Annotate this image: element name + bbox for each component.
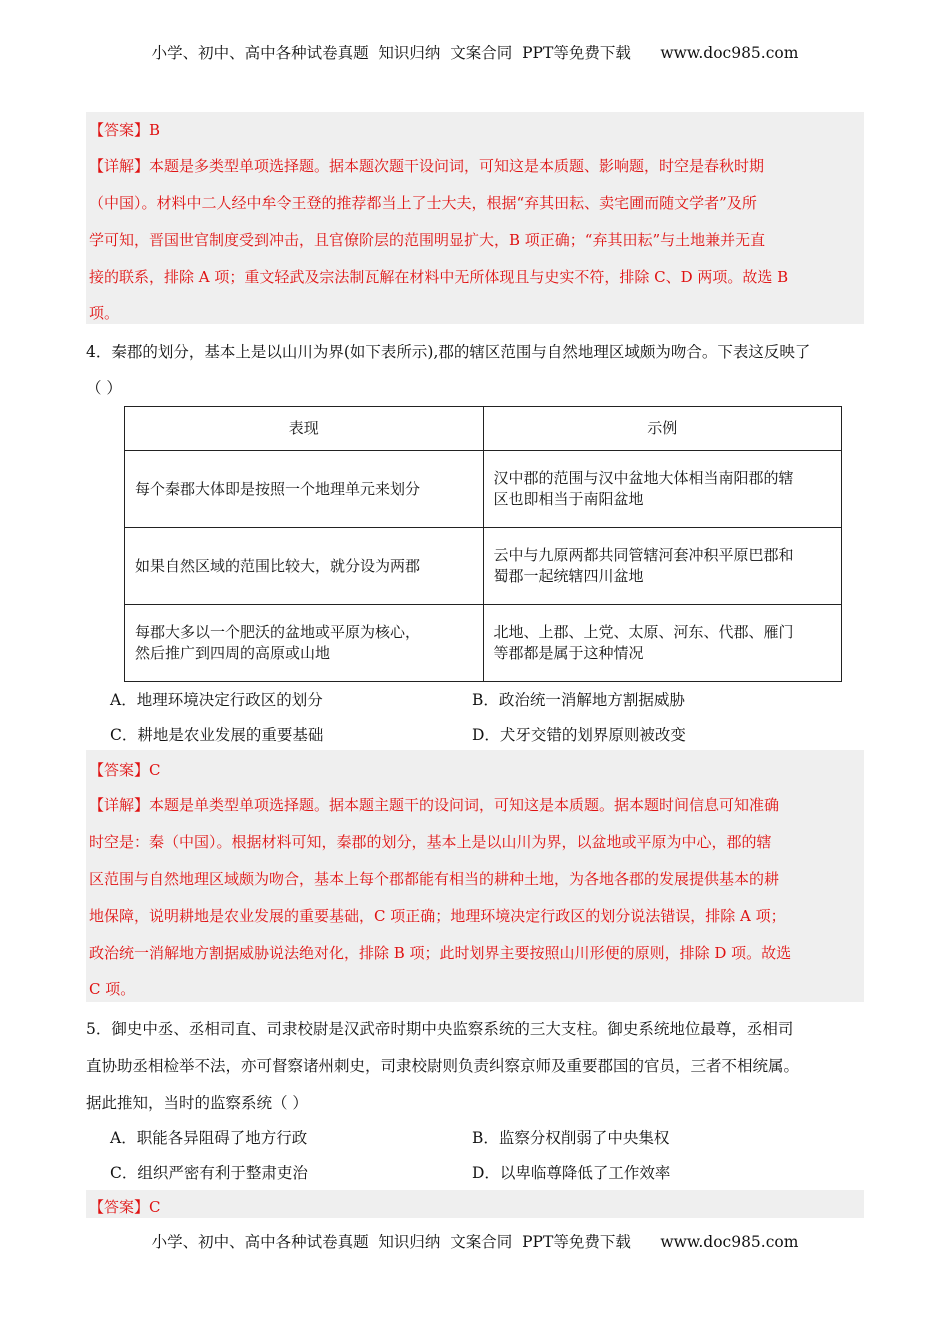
table-cell: 云中与九原两都共同管辖河套冲积平原巴郡和 蜀郡一起统辖四川盆地: [483, 528, 842, 605]
detail-line: 【详解】本题是多类型单项选择题。据本题次题干设问词，可知这是本质题、影响题，时空是春秋时期: [89, 157, 765, 175]
option-c[interactable]: C．组织严密有利于整肃吏治: [110, 1164, 308, 1182]
question-4-stem: 4．秦郡的划分，基本上是以山川为界(如下表所示),郡的辖区范围与自然地理区域颇为吻合。下表这反映了: [86, 343, 811, 361]
detail-line: （中国）。材料中二人经中牟令王登的推荐都当上了士大夫，根据“弃其田耘、卖宅圃而随文学者”及所: [89, 194, 757, 212]
question-4-stem-blank: （ ）: [86, 379, 122, 397]
question-4-table: [124, 406, 842, 682]
answer-label: 【答案】C: [89, 761, 161, 779]
option-d[interactable]: D．以卑临尊降低了工作效率: [472, 1164, 671, 1182]
detail-line: 政治统一消解地方割据威胁说法绝对化，排除 B 项；此时划界主要按照山川形便的原则，排除 D 项。故选: [89, 944, 792, 962]
option-b[interactable]: B．政治统一消解地方割据威胁: [472, 691, 685, 709]
detail-line: 项。: [89, 304, 120, 322]
detail-line: 学可知，晋国世官制度受到冲击，且官僚阶层的范围明显扩大，B 项正确；“弃其田耘”与土地兼并无直: [89, 231, 766, 249]
table-header-cell: 示例: [483, 407, 842, 451]
answer-label: 【答案】C: [89, 1198, 161, 1216]
table-row: [125, 605, 842, 682]
answer-block-q5: [86, 1190, 864, 1218]
question-5-stem: 据此推知，当时的监察系统（ ）: [86, 1094, 308, 1112]
option-d[interactable]: D．犬牙交错的划界原则被改变: [472, 726, 686, 744]
table-cell: 北地、上郡、上党、太原、河东、代郡、雁门 等郡都是属于这种情况: [483, 605, 842, 682]
table-cell: 每个秦郡大体即是按照一个地理单元来划分: [125, 451, 484, 528]
detail-line: 地保障，说明耕地是农业发展的重要基础，C 项正确；地理环境决定行政区的划分说法错误，排除 A 项；: [89, 907, 786, 925]
table-cell: 汉中郡的范围与汉中盆地大体相当南阳郡的辖 区也即相当于南阳盆地: [483, 451, 842, 528]
answer-block-q4: [86, 750, 864, 1002]
question-5-stem: 5．御史中丞、丞相司直、司隶校尉是汉武帝时期中央监察系统的三大支柱。御史系统地位最尊，丞相司: [86, 1020, 794, 1038]
table-cell: 每郡大多以一个肥沃的盆地或平原为核心， 然后推广到四周的高原或山地: [125, 605, 484, 682]
table-row: [125, 528, 842, 605]
answer-block-q3: [86, 112, 864, 324]
table-row: [125, 451, 842, 528]
table-cell: 如果自然区域的范围比较大，就分设为两郡: [125, 528, 484, 605]
answer-label: 【答案】B: [89, 121, 161, 139]
option-a[interactable]: A．地理环境决定行政区的划分: [110, 691, 323, 709]
option-a[interactable]: A．职能各异阻碍了地方行政: [110, 1129, 308, 1147]
detail-line: 【详解】本题是单类型单项选择题。据本题主题干的设问词，可知这是本质题。据本题时间信息可知准确: [89, 796, 780, 814]
detail-line: C 项。: [89, 980, 136, 998]
page-footer: 小学、初中、高中各种试卷真题 知识归纳 文案合同 PPT等免费下载 www.doc985.com: [151, 1233, 799, 1251]
option-b[interactable]: B．监察分权削弱了中央集权: [472, 1129, 670, 1147]
question-5-stem: 直协助丞相检举不法，亦可督察诸州刺史，司隶校尉则负责纠察京师及重要郡国的官员，三者不相统属。: [86, 1057, 800, 1075]
table-header-cell: 表现: [125, 407, 484, 451]
option-c[interactable]: C．耕地是农业发展的重要基础: [110, 726, 324, 744]
detail-line: 时空是：秦（中国）。根据材料可知，秦郡的划分，基本上是以山川为界，以盆地或平原为中心，郡的辖: [89, 833, 772, 851]
page-header: 小学、初中、高中各种试卷真题 知识归纳 文案合同 PPT等免费下载 www.doc985.com: [151, 44, 799, 62]
detail-line: 区范围与自然地理区域颇为吻合，基本上每个郡都能有相当的耕种土地，为各地各郡的发展提供基本的耕: [89, 870, 780, 888]
detail-line: 接的联系，排除 A 项；重文轻武及宗法制瓦解在材料中无所体现且与史实不符，排除 C、D 两项。故选 B: [89, 268, 789, 286]
